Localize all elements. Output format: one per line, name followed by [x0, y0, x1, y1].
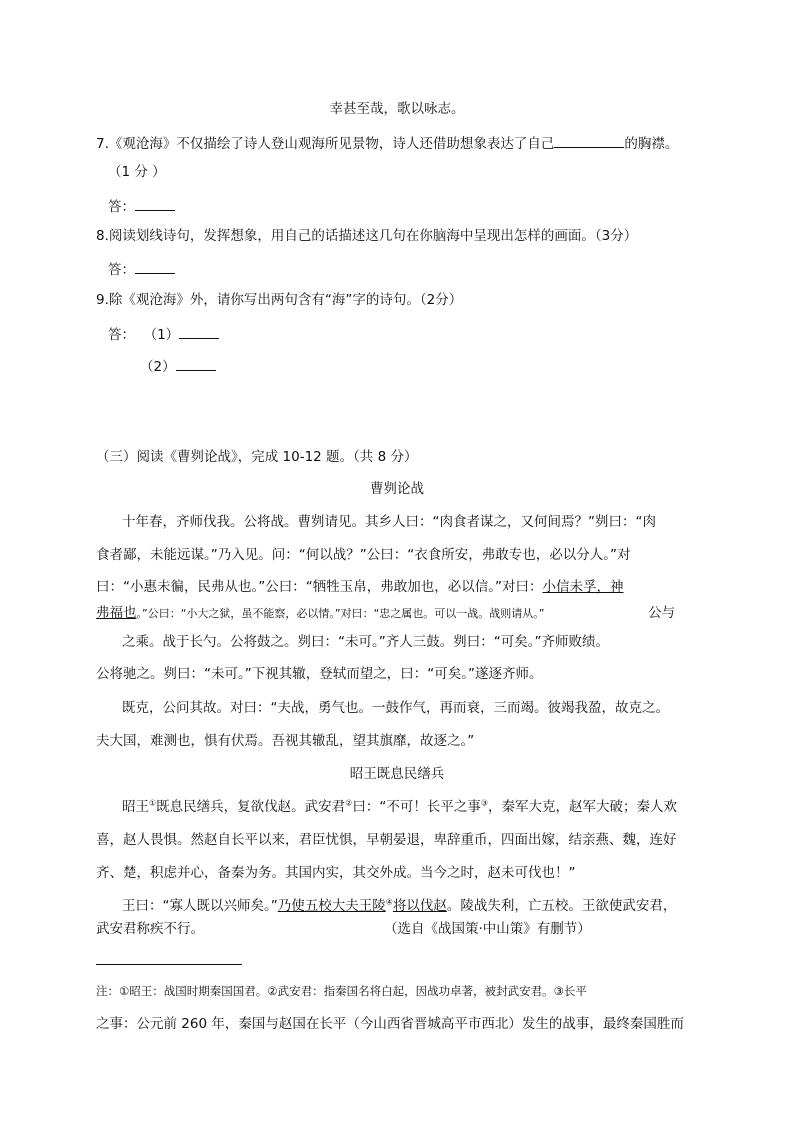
- passage-1-line-3-text: 曰：“小惠未徧，民弗从也。”公曰：“牺牲玉帛，弗敢加也，必以信。”对曰：: [96, 579, 543, 595]
- question-7-text: 7.《观沧海》不仅描绘了诗人登山观海所见景物，诗人还借助想象表达了自己: [96, 136, 555, 152]
- passage-2-title: 昭王既息民缮兵: [349, 766, 445, 782]
- question-9: 9.除《观沧海》外，请你写出两句含有“海”字的诗句。（2分）: [96, 292, 463, 308]
- answer-blank[interactable]: [135, 259, 175, 274]
- footnote-ref-1: ①: [149, 798, 157, 808]
- text: 王曰：“寡人既以兴师矣。”: [122, 898, 278, 914]
- question-7: [96, 133, 678, 153]
- text: ，秦军大克，赵军大破；秦人欢: [488, 799, 678, 815]
- question-9-answer-2: [140, 356, 216, 376]
- text: 既息民缮兵，复欲伐赵。武安君: [156, 799, 346, 815]
- passage-2-line-3: 齐、楚，积虑并心，备秦为务。其国内实，其交外成。当今之时，赵未可伐也！”: [96, 865, 576, 881]
- passage-1-line-5: 之乘。战于长勺。公将鼓之。刿曰：“未可。”齐人三鼓。刿曰：“可矣。”齐师败绩。: [122, 634, 609, 650]
- answer-blank-1[interactable]: [179, 324, 219, 339]
- passage-2-source: （选自《战国策·中山策》有删节）: [384, 921, 591, 937]
- passage-1-title: 曹刿论战: [370, 481, 424, 497]
- question-7-blank[interactable]: [554, 133, 624, 148]
- question-7-text-end: 的胸襟。: [624, 136, 679, 152]
- passage-2-para-2-line-2: 武安君称疾不行。: [96, 921, 204, 937]
- underlined-phrase: 小信未孚，神: [542, 579, 624, 595]
- passage-2-line-2: 喜，赵人畏惧。然赵自长平以来，君臣忧惧，早朝晏退，卑辞重币，四面出嫁，结亲燕、魏，连好: [96, 832, 677, 848]
- section-3-heading: （三）阅读《曹刿论战》，完成 10-12 题。（共 8 分）: [96, 449, 418, 465]
- underlined-sentence-end: 将以伐赵: [392, 898, 447, 914]
- footnotes-line-2: 之事：公元前 260 年，秦国与赵国在长平（今山西省晋城高平市西北）发生的战事，最终秦国胜而: [96, 1016, 684, 1032]
- footnote-ref-3: ③: [480, 798, 489, 808]
- passage-1-para-2-line-1: 既克，公问其故。对曰：“夫战，勇气也。一鼓作气，再而衰，三而竭。彼竭我盈，故克之。: [122, 700, 669, 716]
- passage-2-line-1: [122, 798, 677, 816]
- answer-item-1-label: （1）: [143, 327, 180, 343]
- text: 。陵战失利，亡五校。王欲使武安君，: [446, 898, 677, 914]
- passage-1-line-6: 公将驰之。刿曰：“未可。”下视其辙，登轼而望之，曰：“可矣。”遂逐齐师。: [96, 666, 543, 682]
- text: 昭王: [122, 799, 149, 815]
- passage-1-line-4: [96, 604, 545, 623]
- answer-blank[interactable]: [135, 196, 175, 211]
- answer-label: 答：: [108, 199, 135, 215]
- footnote-ref-4: ④: [385, 897, 393, 907]
- question-7-answer: [108, 196, 175, 216]
- answer-blank-2[interactable]: [176, 356, 216, 371]
- passage-1-line-4-end: 公与: [648, 605, 675, 621]
- passage-1-line-4-text: 。”公曰：“小大之狱，虽不能察，必以情。”对曰：“忠之属也。可以一战。战则请从。”: [136, 607, 545, 620]
- passage-2-para-2-line-1: [122, 897, 676, 915]
- answer-label: 答：: [108, 327, 135, 343]
- passage-1-line-3: [96, 578, 623, 596]
- footnote-ref-2: ②: [345, 798, 353, 808]
- footnote-divider: [96, 964, 242, 965]
- answer-item-2-label: （2）: [140, 359, 176, 375]
- answer-label: 答：: [108, 262, 135, 278]
- question-8-answer: [108, 259, 175, 279]
- underlined-phrase-end: 弗福也: [96, 605, 137, 621]
- footnotes-line-1: 注：①昭王：战国时期秦国国君。②武安君：指秦国名将白起，因战功卓著，被封武安君。③长平: [96, 984, 587, 998]
- passage-1-para-2-line-2: 夫大国，难测也，惧有伏焉。吾视其辙乱，望其旗靡，故逐之。”: [96, 733, 475, 749]
- poem-last-line: 幸甚至哉，歌以咏志。: [329, 101, 465, 117]
- passage-1-line-1: 十年春，齐师伐我。公将战。曹刿请见。其乡人曰：“肉食者谋之，又何间焉？”刿曰：“肉: [122, 514, 656, 530]
- question-8: 8.阅读划线诗句，发挥想象，用自己的话描述这几句在你脑海中呈现出怎样的画面。（3分）: [96, 228, 638, 244]
- text: 曰：“不可！长平之事: [352, 799, 481, 815]
- underlined-sentence: 乃使五校大夫王陵: [277, 898, 386, 914]
- passage-1-line-2: 食者鄙，未能远谋。”乃入见。问：“何以战？”公曰：“衣食所安，弗敢专也，必以分人。”对: [96, 547, 631, 563]
- question-7-score: （1 分 ）: [108, 164, 166, 180]
- question-9-answer-1: [108, 324, 219, 344]
